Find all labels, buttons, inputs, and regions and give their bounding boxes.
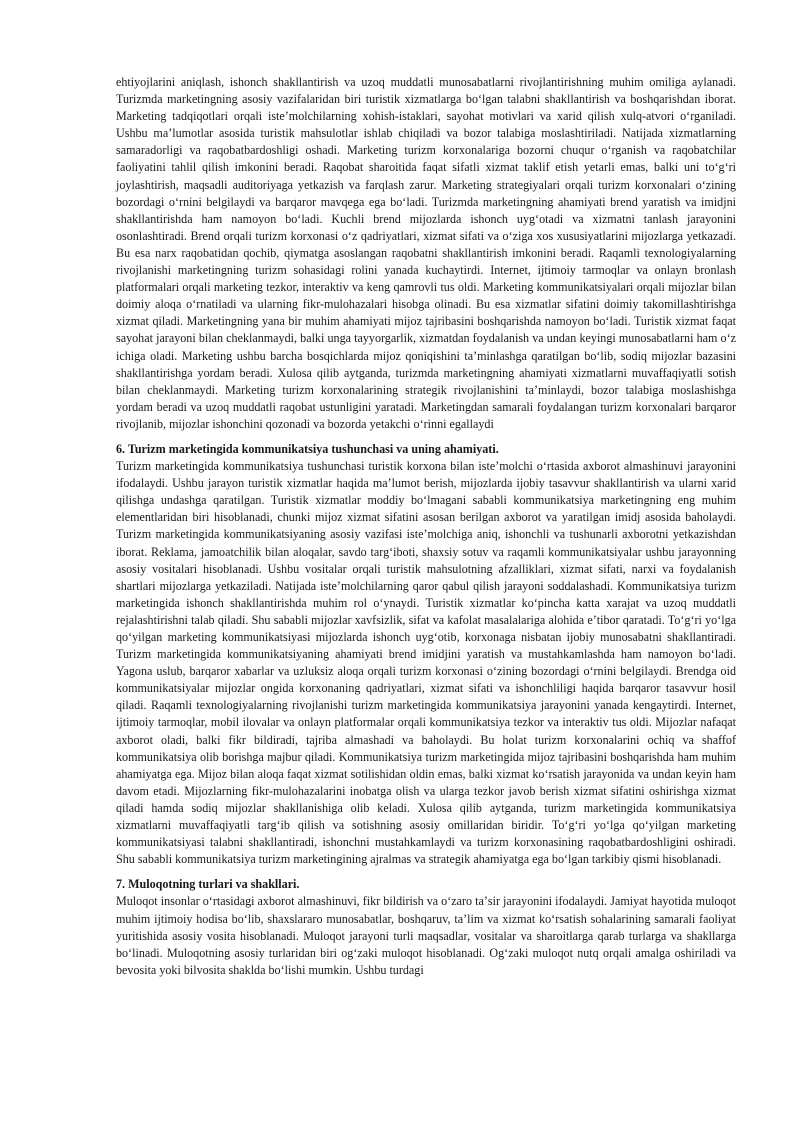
section-7-paragraph: Muloqot insonlar oʻrtasidagi axborot almashinuvi, fikr bildirish va oʻzaro taʼsir jarayonini ifodalaydi. Jamiyat hayotida muloqot muhim ijtimoiy hodisa boʻlib, shaxslararo munosabatlar, boshqaruv, taʼlim va xizmat koʻrsatish sohalarining samarali faoliyat yuritishida asosiy vosita hisoblanadi. Muloqot jarayoni turli maqsadlar, vositalar va sharoitlarga qarab turlarga va shakllarga boʻlinadi. Muloqotning asosiy turlaridan biri ogʻzaki muloqot hisoblanadi. Ogʻzaki muloqot nutq orqali amalga oshiriladi va bevosita yoki bilvosita shaklda boʻlishi mumkin. Ushbu turdagi bbox=[116, 894, 736, 977]
section-7-heading: 7. Muloqotning turlari va shakllari. bbox=[116, 877, 300, 892]
intro-paragraph: ehtiyojlarini aniqlash, ishonch shakllantirish va uzoq muddatli munosabatlarni rivojlantirishning muhim omiliga aylanadi. Turizmda marketingning asosiy vazifalaridan biri turistik xizmatlarga boʻlgan talabni shakllantirish va boshqarishdan iborat. Marketing tadqiqotlari orqali isteʼmolchilarning xohish-istaklari, sayohat motivlari va xarid qilish xulq-atvori oʻrganiladi. Ushbu maʼlumotlar asosida turistik mahsulotlar ishlab chiqiladi va bozor talabiga moslashtiriladi. Natijada xizmatlarning samaradorligi va raqobatbardoshligi oshadi. Marketing turizm korxonalariga bozorni chuqur oʻrganish va raqobatchilar faoliyatini tahlil qilish imkonini beradi. Raqobat sharoitida faqat sifatli xizmat taklif etish yetarli emas, balki uni toʻgʻri joylashtirish, maqsadli auditoriyaga yetkazish va farqlash zarur. Marketing strategiyalari orqali turizm korxonalari oʻzining bozordagi oʻrnini belgilaydi va barqaror mavqega ega boʻladi. Turizmda marketingning ahamiyati brend yaratish va imidjni shakllantirishda ham namoyon boʻladi. Kuchli brend mijozlarda ishonch uygʻotadi va xizmatni tanlash jarayonini osonlashtiradi. Brend orqali turizm korxonasi oʻz qadriyatlari, xizmat sifati va oʻziga xos xususiyatlarini mijozlarga yetkazadi. Bu esa narx raqobatidan qochib, qiymatga asoslangan raqobatni shakllantirish imkonini beradi. Raqamli texnologiyalarning rivojlanishi marketingning turizm sohasidagi rolini yanada kuchaytirdi. Internet, ijtimoiy tarmoqlar va onlayn bronlash platformalari orqali marketing tezkor, interaktiv va keng qamrovli tus oldi. Marketing kommunikatsiyalari orqali mijozlar bilan doimiy aloqa oʻrnatiladi va ularning fikr-mulohazalari hisobga olinadi. Bu esa xizmatlar sifatini doimiy takomillashtirishga xizmat qiladi. Marketingning yana bir muhim ahamiyati mijoz tajribasini boshqarishda namoyon boʻladi. Turistik xizmat faqat sayohat jarayoni bilan cheklanmaydi, balki unga tayyorgarlik, xizmatdan foydalanish va undan keyingi munosabatlarni ham oʻz ichiga oladi. Marketing ushbu barcha bosqichlarda mijoz qoniqishini taʼminlashga qaratilgan boʻlib, sodiq mijozlar bazasini shakllantirishga yordam beradi. Xulosa qilib aytganda, turizmda marketingning ahamiyati xizmatlarni muvaffaqiyatli sotish bilan cheklanmaydi. Marketing turizm korxonalarining strategik rivojlanishini taʼminlaydi, bozor talabiga moslashishga yordam beradi va uzoq muddatli raqobat ustunligini yaratadi. Marketingdan samarali foydalangan turizm korxonalari barqaror rivojlanib, mijozlar ishonchini qozonadi va bozorda yetakchi oʻrinni egallaydi bbox=[116, 75, 736, 431]
document-page bbox=[116, 74, 736, 979]
section-6-paragraph: Turizm marketingida kommunikatsiya tushunchasi turistik korxona bilan isteʼmolchi oʻrtasida axborot almashinuvi jarayonini ifodalaydi. Ushbu jarayon turistik xizmatlar haqida maʼlumot berish, mijozlarda ijobiy tasavvur shakllantirish va ularni xarid qilishga undashga qaratilgan. Turistik xizmatlar moddiy boʻlmagani sababli kommunikatsiya marketingning eng muhim elementlaridan biri hisoblanadi, chunki mijoz xizmat sifatini asosan berilgan axborot va yaratilgan imidj asosida baholaydi. Turizm marketingida kommunikatsiyaning asosiy vazifasi isteʼmolchiga aniq, ishonchli va tushunarli axborotni yetkazishdan iborat. Reklama, jamoatchilik bilan aloqalar, savdo targʻiboti, shaxsiy sotuv va raqamli kommunikatsiyalar ushbu jarayonning asosiy vositalari hisoblanadi. Ushbu vositalar orqali turistik mahsulotning afzalliklari, xizmat sifati, narxi va foydalanish shartlari mijozlarga yetkaziladi. Natijada isteʼmolchilarning qaror qabul qilish jarayoni soddalashadi. Kommunikatsiya turizm marketingida ishonch shakllantirishda muhim rol oʻynaydi. Turistik xizmatlar koʻpincha katta xarajat va uzoq muddatli rejalashtirishni talab qiladi. Shu sababli mijozlar xavfsizlik, sifat va kafolat masalalariga alohida eʼtibor qaratadi. Toʻgʻri yoʻlga qoʻyilgan marketing kommunikatsiyasi mijozlarda ishonch uygʻotib, korxonaga nisbatan ijobiy munosabatni shakllantiradi. Turizm marketingida kommunikatsiyaning ahamiyati brend imidjini yaratish va mustahkamlashda ham namoyon boʻladi. Yagona uslub, barqaror xabarlar va uzluksiz aloqa orqali turizm korxonasi oʻzining bozordagi oʻrnini belgilaydi. Brendga oid kommunikatsiyalar mijozlar ongida korxonaning qadriyatlari, xizmat sifati va ishonchliligi haqida barqaror tasavvur hosil qiladi. Raqamli texnologiyalarning rivojlanishi turizm marketingida kommunikatsiya jarayonini yanada kengaytirdi. Internet, ijtimoiy tarmoqlar, mobil ilovalar va onlayn platformalar orqali kommunikatsiya tezkor va interaktiv tus oldi. Mijozlar nafaqat axborot oladi, balki fikr bildiradi, tajriba almashadi va baholaydi. Bu holat turizm korxonalarini ochiq va shaffof kommunikatsiya olib borishga majbur qiladi. Kommunikatsiya turizm marketingida mijoz tajribasini boshqarishda ham muhim ahamiyatga ega. Mijoz bilan aloqa faqat xizmat sotilishidan oldin emas, balki xizmat koʻrsatish jarayonida va undan keyin ham davom etadi. Mijozlarning fikr-mulohazalarini inobatga olish va ularga tezkor javob berish xizmat sifatini oshirishga xizmat qiladi hamda sodiq mijozlar shakllanishiga olib keladi. Xulosa qilib aytganda, turizm marketingida kommunikatsiya xizmatlarni muvaffaqiyatli targʻib qilish va sotishning asosiy omillaridan biridir. Toʻgʻri yoʻlga qoʻyilgan marketing kommunikatsiyasi talabni shakllantiradi, ishonchni mustahkamlaydi va turizm korxonasining raqobatbardoshligini oshiradi. Shu sababli kommunikatsiya turizm marketingining ajralmas va strategik ahamiyatga ega boʻlgan tarkibiy qismi hisoblanadi. bbox=[116, 459, 736, 867]
section-6-heading: 6. Turizm marketingida kommunikatsiya tushunchasi va uning ahamiyati. bbox=[116, 441, 499, 456]
